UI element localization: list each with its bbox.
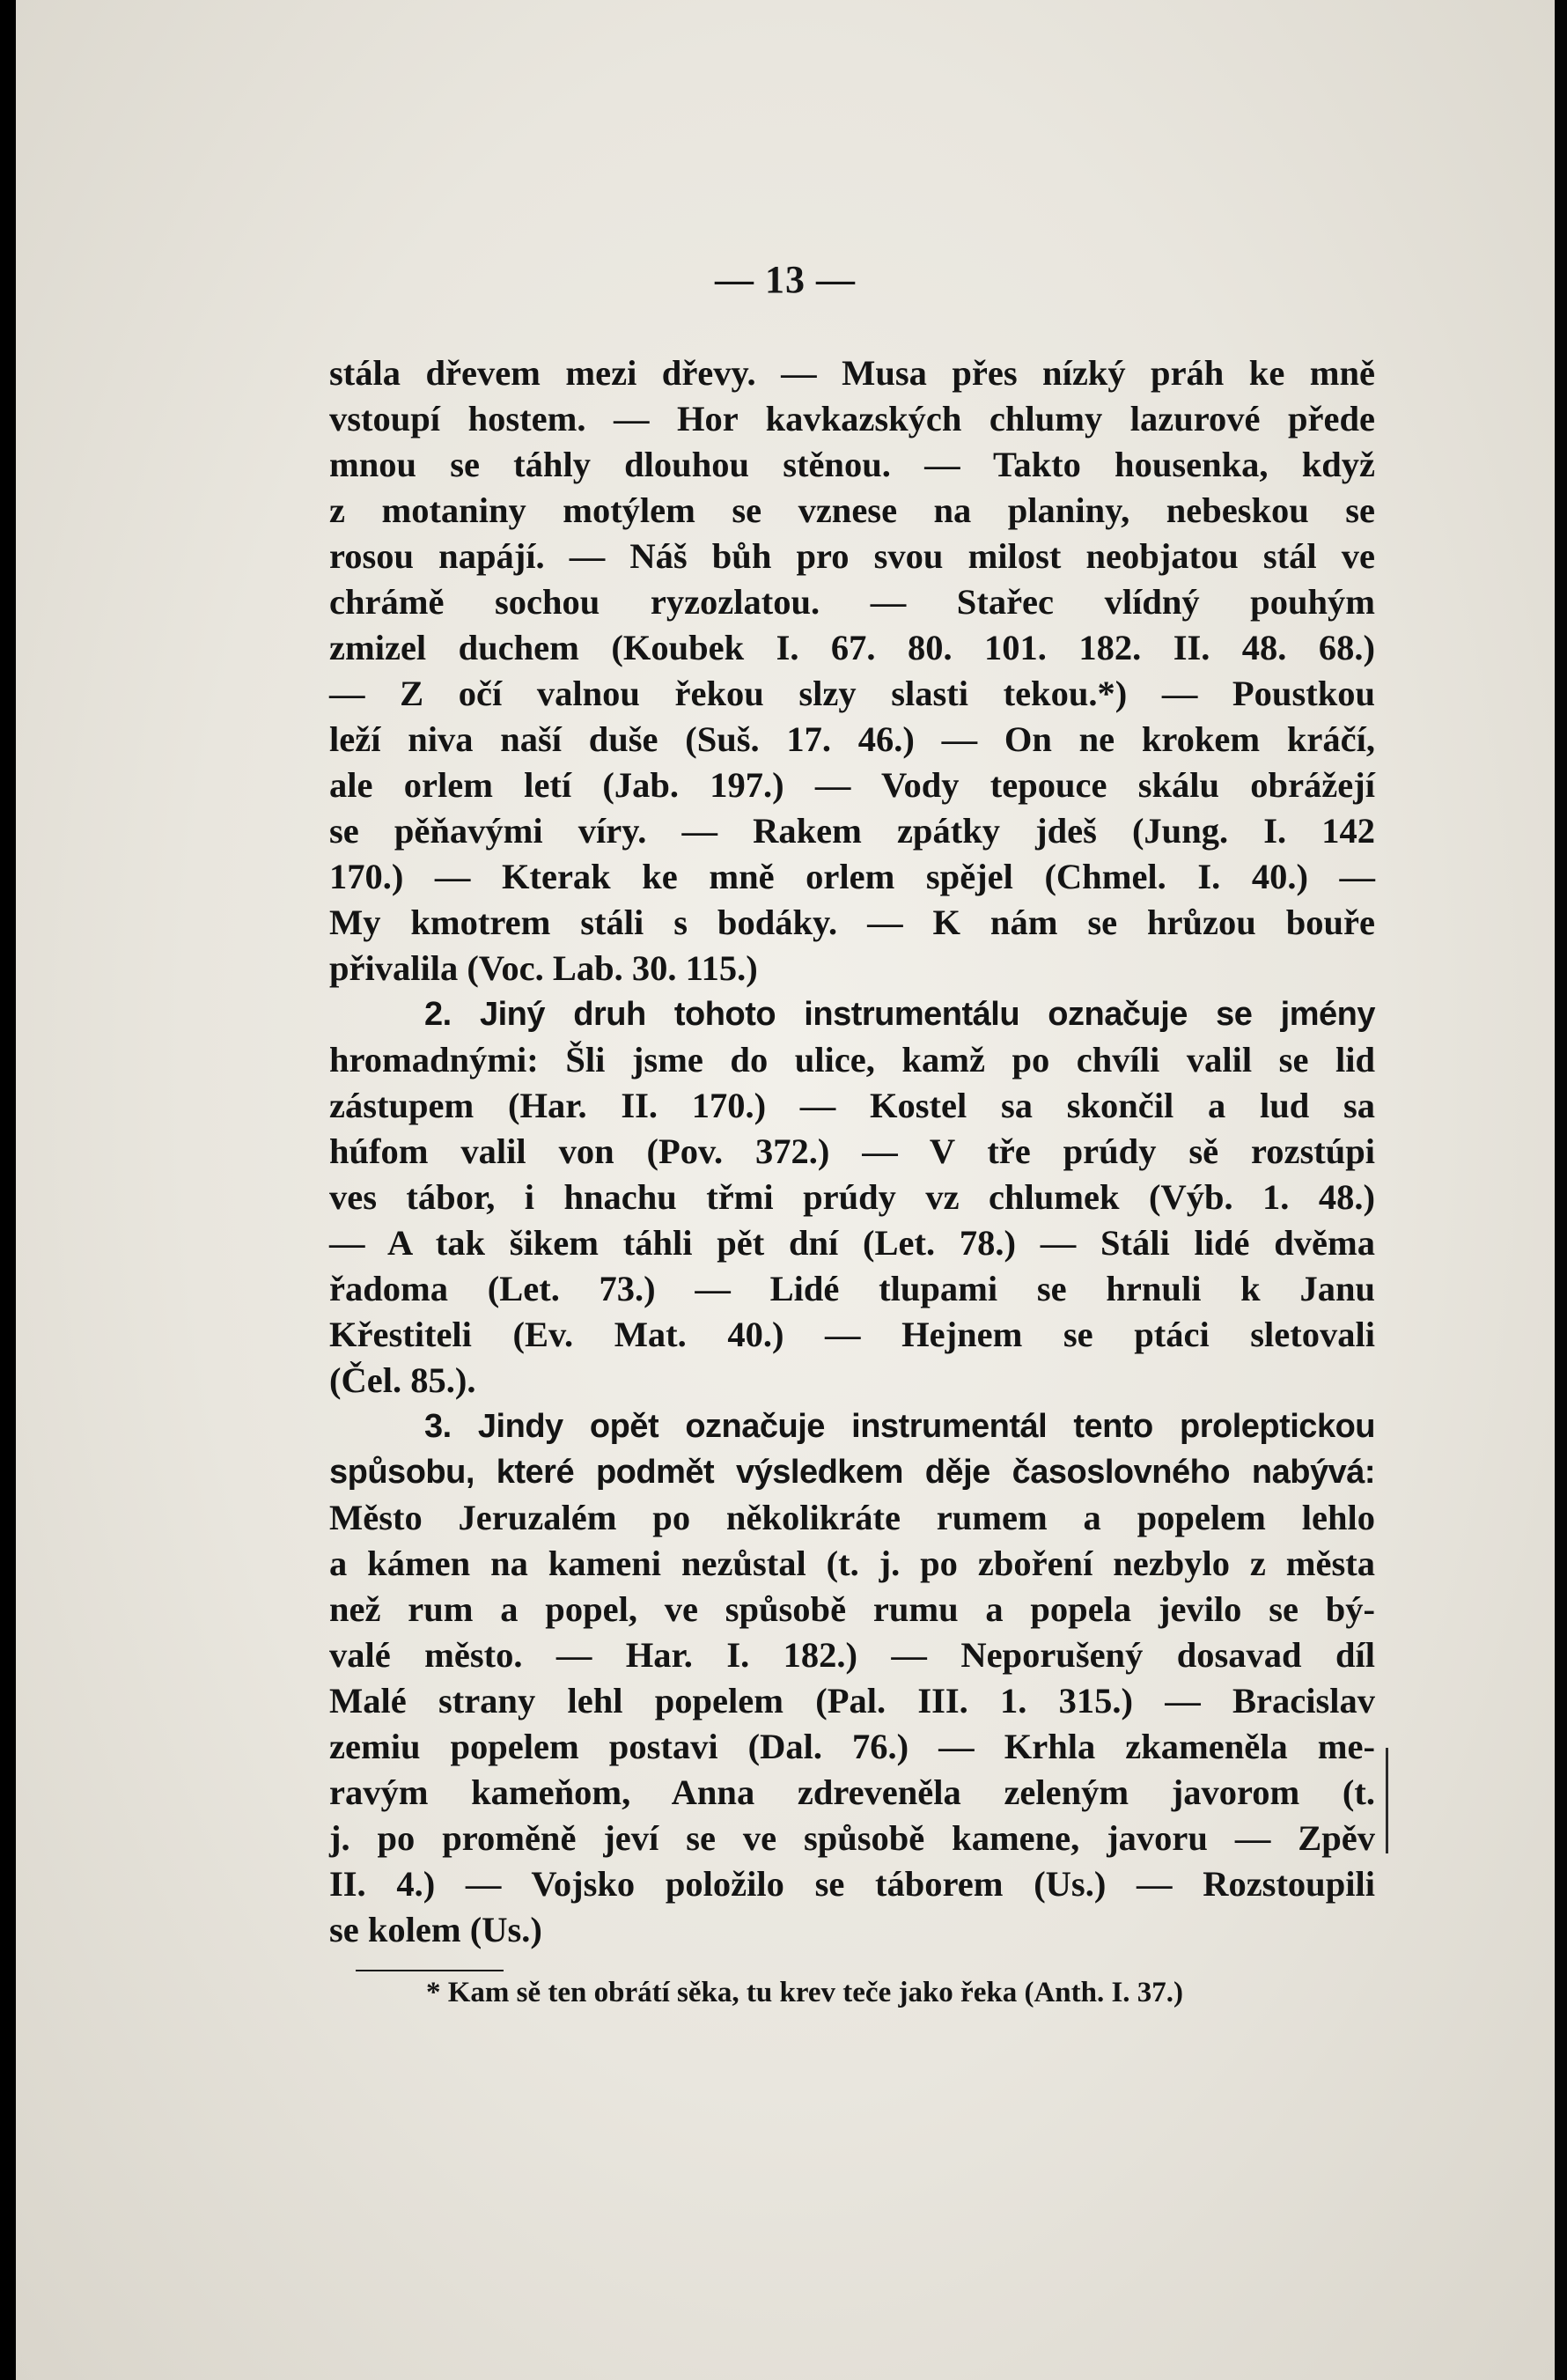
text-line: se pěňavými víry. — Rakem zpátky jdeš (Jung. I. 142 (329, 811, 1375, 851)
text-line: hromadnými: Šli jsme do ulice, kamž po chvíli valil se lid (329, 1040, 1375, 1079)
text-line: mnou se táhly dlouhou stěnou. — Takto housenka, když (329, 445, 1375, 484)
text-line: — Z očí valnou řekou slzy slasti tekou.*) — Poustkou (329, 674, 1375, 713)
text-line: chrámě sochou ryzozlatou. — Stařec vlídný pouhým (329, 582, 1375, 622)
margin-mark (1386, 1748, 1388, 1853)
text-line: valé město. — Har. I. 182.) — Neporušený dosavad díl (329, 1635, 1375, 1675)
footnote: * Kam sě ten obrátí sěka, tu krev teče jako řeka (Anth. I. 37.) (426, 1977, 1184, 2008)
text-line: j. po proměně jeví se ve spůsobě kamene, javoru — Zpěv (329, 1818, 1375, 1858)
book-spine-shadow (0, 0, 16, 2380)
text-line: Město Jeruzalém po několikráte rumem a popelem lehlo (329, 1498, 1375, 1537)
text-line: ravým kameňom, Anna zdreveněla zeleným javorom (t. (329, 1772, 1375, 1812)
scanned-page (16, 0, 1555, 2380)
text-line: ves tábor, i hnachu třmi prúdy vz chlumek (Výb. 1. 48.) (329, 1177, 1375, 1217)
text-line: húfom valil von (Pov. 372.) — V tře prúdy sě rozstúpi (329, 1131, 1375, 1171)
text-line: stála dřevem mezi dřevy. — Musa přes nízký práh ke mně (329, 353, 1375, 393)
text-line: řadoma (Let. 73.) — Lidé tlupami se hrnuli k Janu (329, 1269, 1375, 1308)
text-line: — A tak šikem táhli pět dní (Let. 78.) — Stáli lidé dvěma (329, 1223, 1375, 1263)
text-line: vstoupí hostem. — Hor kavkazských chlumy lazurové přede (329, 399, 1375, 438)
text-line: My kmotrem stáli s bodáky. — K nám se hrůzou bouře (329, 903, 1375, 942)
section-2-heading: 2. Jiný druh tohoto instrumentálu označuje se jmény (424, 996, 1375, 1033)
text-line: rosou napájí. — Náš bůh pro svou milost neobjatou stál ve (329, 536, 1375, 576)
text-line: Křestiteli (Ev. Mat. 40.) — Hejnem se ptáci sletovali (329, 1315, 1375, 1354)
text-line: (Čel. 85.). (329, 1360, 476, 1400)
text-line: a kámen na kameni nezůstal (t. j. po zboření nezbylo z města (329, 1544, 1375, 1583)
body-text (329, 350, 1375, 1953)
section-3-heading: 3. Jindy opět označuje instrumentál tento proleptickou (424, 1408, 1375, 1445)
page-number: — 13 — (715, 258, 856, 301)
text-line: II. 4.) — Vojsko položilo se táborem (Us.) — Rozstoupili (329, 1864, 1375, 1904)
text-line: z motaniny motýlem se vznese na planiny, nebeskou se (329, 490, 1375, 530)
text-line: leží niva naší duše (Suš. 17. 46.) — On ne krokem kráčí, (329, 719, 1375, 759)
text-line: zmizel duchem (Koubek I. 67. 80. 101. 182. II. 48. 68.) (329, 628, 1375, 667)
text-line: ale orlem letí (Jab. 197.) — Vody tepouce skálu obrážejí (329, 765, 1375, 805)
text-line: než rum a popel, ve spůsobě rumu a popela jevilo se bý- (329, 1589, 1375, 1629)
text-line: Malé strany lehl popelem (Pal. III. 1. 315.) — Bracislav (329, 1681, 1375, 1721)
section-3-heading-cont: spůsobu, které podmět výsledkem děje časoslovného nabývá: (329, 1454, 1375, 1491)
text-line: 170.) — Kterak ke mně orlem spějel (Chmel. I. 40.) — (329, 857, 1375, 896)
text-line: přivalila (Voc. Lab. 30. 115.) (329, 948, 758, 988)
text-line: se kolem (Us.) (329, 1910, 542, 1949)
text-line: zástupem (Har. II. 170.) — Kostel sa skončil a lud sa (329, 1086, 1375, 1125)
footnote-rule (356, 1970, 504, 1971)
text-line: zemiu popelem postavi (Dal. 76.) — Krhla zkameněla me- (329, 1727, 1375, 1766)
